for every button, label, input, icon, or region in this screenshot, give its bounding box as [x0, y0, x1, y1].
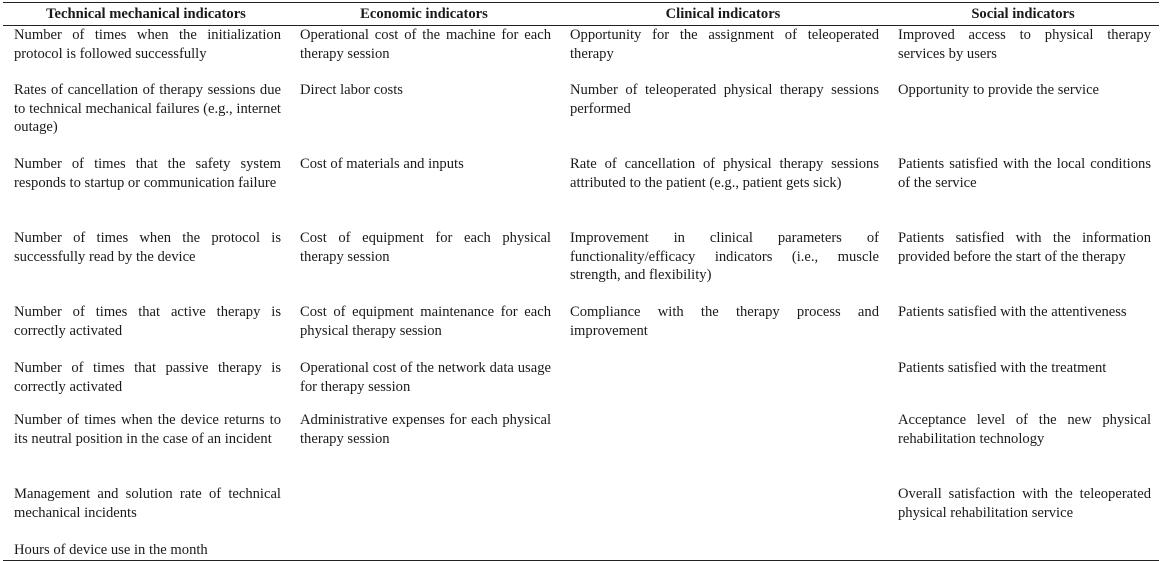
header-economic: Economic indicators — [289, 3, 559, 26]
cell-social: Patients satisfied with the information provided before the start of the therapy — [898, 230, 1151, 265]
cell-clinical — [559, 411, 887, 485]
cell-technical: Number of times that passive therapy is correctly activated — [14, 360, 281, 395]
table-header — [3, 3, 1159, 26]
cell-technical: Rates of cancellation of therapy sessions due to technical mechanical failures (e.g., internet outage) — [14, 82, 281, 136]
cell-technical: Management and solution rate of technical mechanical incidents — [14, 486, 281, 521]
cell-clinical: Compliance with the therapy process and improvement — [570, 304, 879, 339]
cell-economic: Operational cost of the network data usage for therapy session — [300, 360, 551, 395]
table-row — [3, 541, 1159, 560]
cell-social — [887, 541, 1159, 560]
cell-social: Acceptance level of the new physical rehabilitation technology — [898, 412, 1151, 447]
cell-clinical: Improvement in clinical parameters of functionality/efficacy indicators (i.e., muscle strength, and flexibility) — [570, 230, 879, 284]
cell-technical: Number of times when the protocol is successfully read by the device — [14, 230, 281, 265]
table-row — [3, 81, 1159, 155]
cell-social: Improved access to physical therapy services by users — [898, 27, 1151, 62]
cell-technical: Number of times that active therapy is correctly activated — [14, 304, 281, 339]
cell-clinical — [559, 359, 887, 411]
table-row — [3, 485, 1159, 541]
cell-economic: Cost of materials and inputs — [300, 156, 464, 173]
cell-clinical: Number of teleoperated physical therapy sessions performed — [570, 82, 879, 117]
cell-technical: Number of times when the device returns to its neutral position in the case of an incident — [14, 412, 281, 447]
cell-clinical: Opportunity for the assignment of teleoperated therapy — [570, 27, 879, 62]
table-row — [3, 411, 1159, 485]
cell-clinical: Rate of cancellation of physical therapy sessions attributed to the patient (e.g., patient gets sick) — [570, 156, 879, 191]
header-technical-mechanical: Technical mechanical indicators — [3, 3, 289, 26]
indicators-table — [3, 2, 1159, 561]
table-row — [3, 155, 1159, 229]
table-row — [3, 359, 1159, 411]
cell-social: Opportunity to provide the service — [898, 82, 1100, 99]
cell-technical: Number of times that the safety system responds to startup or communication failure — [14, 156, 281, 191]
header-social: Social indicators — [887, 3, 1159, 26]
cell-social: Patients satisfied with the local conditions of the service — [898, 156, 1151, 191]
cell-economic: Administrative expenses for each physical therapy session — [300, 412, 551, 447]
table-row — [3, 26, 1159, 82]
table-body — [3, 26, 1159, 560]
cell-social: Patients satisfied with the attentiveness — [898, 304, 1127, 321]
header-row — [3, 3, 1159, 26]
header-clinical: Clinical indicators — [559, 3, 887, 26]
cell-economic: Operational cost of the machine for each therapy session — [300, 27, 551, 62]
cell-economic: Cost of equipment maintenance for each physical therapy session — [300, 304, 551, 339]
cell-economic: Direct labor costs — [300, 82, 403, 99]
cell-clinical — [559, 541, 887, 560]
cell-economic — [289, 541, 559, 560]
cell-social: Overall satisfaction with the teleoperated physical rehabilitation service — [898, 486, 1151, 521]
table-row — [3, 229, 1159, 303]
table-row — [3, 303, 1159, 359]
cell-clinical — [559, 485, 887, 541]
cell-economic: Cost of equipment for each physical therapy session — [300, 230, 551, 265]
cell-technical: Hours of device use in the month — [3, 541, 289, 560]
cell-technical: Number of times when the initialization protocol is followed successfully — [14, 27, 281, 62]
cell-social: Patients satisfied with the treatment — [898, 360, 1107, 377]
cell-economic — [289, 485, 559, 541]
